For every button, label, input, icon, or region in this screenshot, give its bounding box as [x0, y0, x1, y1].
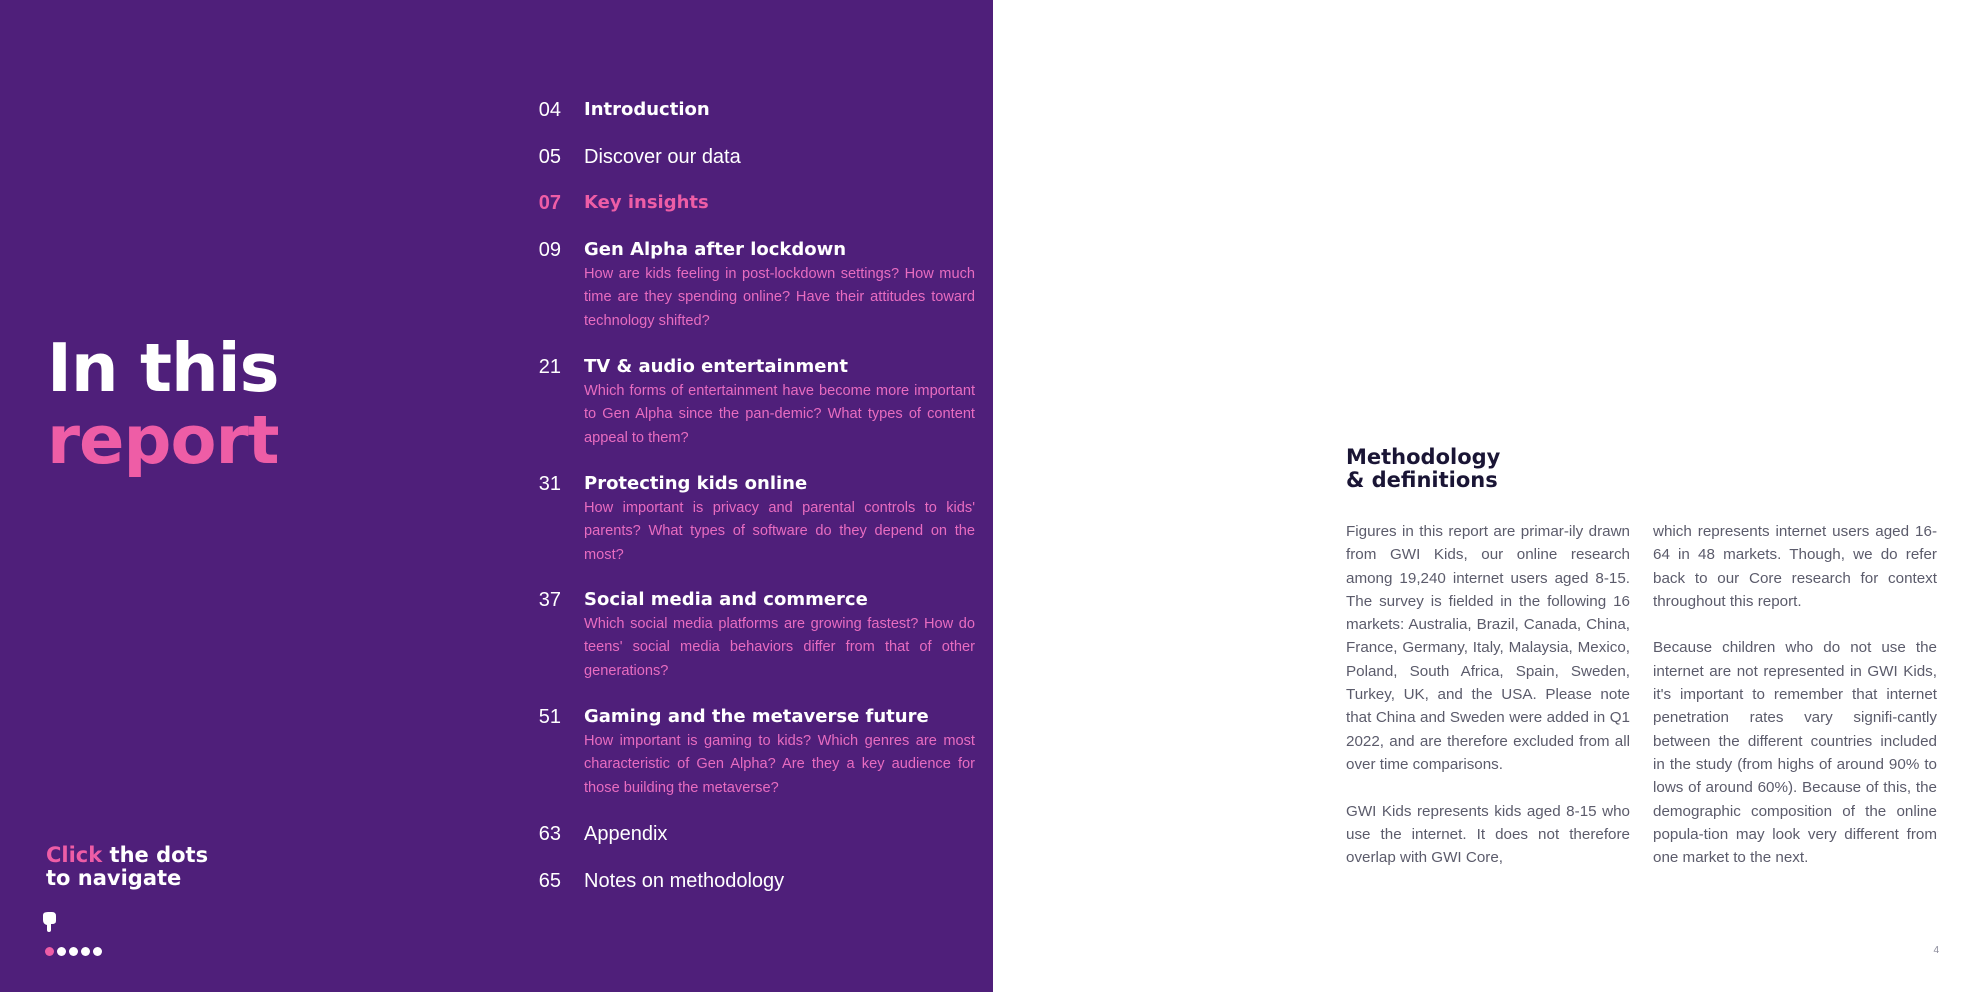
toc-title: Discover our data	[584, 146, 741, 168]
title-line-1: In this	[47, 329, 279, 407]
click-word: Click	[46, 843, 103, 867]
methodology-paragraph: which represents internet users aged 16-64 in 48 markets. Though, we do refer back to our Core research for context throughout this report.	[1653, 523, 1937, 610]
toc-page-number: 07	[538, 192, 561, 214]
toc-page-number: 37	[538, 589, 561, 611]
toc-title: Introduction	[584, 99, 710, 120]
toc-title: Key insights	[584, 192, 709, 213]
toc-description: How important is privacy and parental controls to kids' parents? What types of software do they depend on the most?	[584, 500, 975, 563]
nav-dot[interactable]	[93, 947, 102, 956]
methodology-heading-line-2: & definitions	[1346, 468, 1498, 492]
page-title	[47, 329, 279, 479]
methodology-paragraph: GWI Kids represents kids aged 8-15 who use the internet. It does not therefore overlap with GWI Core,	[1346, 802, 1630, 867]
toc-page-number: 09	[538, 239, 561, 261]
toc-page-number: 31	[538, 473, 561, 495]
toc-page-number: 63	[538, 823, 561, 845]
methodology-column-1	[1346, 520, 1630, 893]
toc-title: Social media and commerce	[584, 589, 868, 610]
page-number: 4	[1933, 945, 1939, 956]
toc-description: Which social media platforms are growing fastest? How do teens' social media behaviors differ from that of other generations?	[584, 616, 975, 679]
toc-title: TV & audio entertainment	[584, 356, 848, 377]
methodology-paragraph: Figures in this report are primar-ily drawn from GWI Kids, our online research among 19,240 internet users aged 8-15. The survey is fielded in the following 16 markets: Australia, Brazil, Canada, China, France, Germany, Italy, Malaysia, Mexico, Poland, South Africa, Spain, Sweden, Turkey, UK, and the USA. Please note that China and Sweden were added in Q1 2022, and are therefore excluded from all over time comparisons.	[1346, 523, 1630, 773]
navigation-hint-text: the dots	[102, 843, 209, 867]
navigation-hint-line-2: to navigate	[46, 866, 182, 890]
toc-description: How important is gaming to kids? Which genres are most characteristic of Gen Alpha? Are they a key audience for those building the metaverse?	[584, 733, 975, 796]
nav-dot[interactable]	[45, 947, 54, 956]
hand-pointer-icon	[40, 912, 62, 936]
toc-description: Which forms of entertainment have become more important to Gen Alpha since the pan-demic? What types of content appeal to them?	[584, 383, 975, 446]
toc-title: Gen Alpha after lockdown	[584, 239, 847, 260]
toc-page-number: 21	[538, 356, 561, 378]
toc-page-number: 05	[538, 146, 561, 168]
toc-description: How are kids feeling in post-lockdown settings? How much time are they spending online? Have their attitudes toward technology shifted?	[584, 266, 975, 329]
nav-dot[interactable]	[69, 947, 78, 956]
methodology-heading	[1346, 446, 1500, 492]
navigation-hint-line-1	[46, 844, 208, 867]
nav-dot[interactable]	[81, 947, 90, 956]
title-line-2: report	[47, 401, 279, 479]
methodology-heading-line-1: Methodology	[1346, 445, 1501, 469]
toc-title: Appendix	[584, 823, 668, 845]
toc-page-number: 51	[538, 706, 561, 728]
toc-title: Gaming and the metaverse future	[584, 706, 929, 727]
toc-page-number: 65	[538, 870, 561, 892]
navigation-dots	[45, 947, 102, 956]
toc-title: Protecting kids online	[584, 473, 808, 494]
toc-page-number: 04	[538, 99, 561, 121]
methodology-column-2	[1653, 520, 1937, 893]
toc-title: Notes on methodology	[584, 870, 785, 892]
nav-dot[interactable]	[57, 947, 66, 956]
navigation-hint	[46, 844, 208, 890]
methodology-paragraph: Because children who do not use the internet are not represented in GWI Kids, it's important to remember that internet penetration rates vary signifi-cantly between the different countries included in the study (from highs of around 90% to lows of around 60%). Because of this, the demographic composition of the online popula-tion may look very different from one market to the next.	[1653, 639, 1937, 867]
